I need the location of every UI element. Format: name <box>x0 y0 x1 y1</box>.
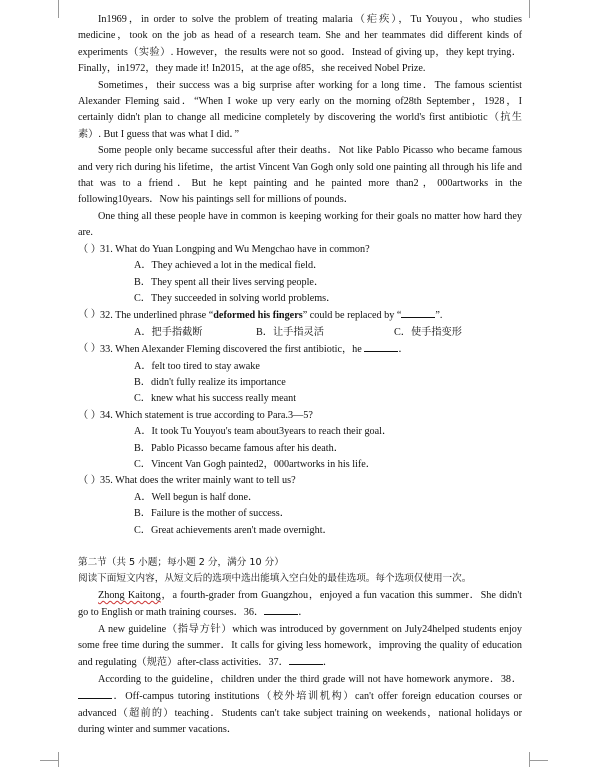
option-34-a: A．It took Tu Youyou's team about3years to reach their goal． <box>134 426 393 438</box>
option-34-c: C．Vincent Van Gogh painted2，000artworks in his life． <box>134 458 376 470</box>
section2-paragraph-2: A new guideline（指导方针）which was introduced by government on July24helped students enjoy some free time during the summer．It calls for giving less homework，improving the quality of education and regulating（规范）after-class activities．37． ． <box>78 623 522 669</box>
paragraph-1: In1969，in order to solve the problem of treating malaria（疟疾），Tu Youyou，who studies medicine，took on the job as head of a research team. She and her teammates did different kinds of experiments（实验）. However，the results were not so good．Instead of giving up，they kept trying．Finally，in1972，they made it! In2015，at the age of85，she received Nobel Prize. <box>78 14 522 75</box>
answer-blank-37[interactable] <box>289 654 323 665</box>
option-35-c: C．Great achievements aren't made overnight． <box>134 524 333 536</box>
option-33-c: C．knew what his success really meant <box>134 393 297 405</box>
answer-paren[interactable]: （ ） <box>78 409 101 421</box>
crop-mark-bottom-right-h <box>530 760 548 761</box>
option-35-b: B．Failure is the mother of success． <box>134 508 290 520</box>
question-text: 32. The underlined phrase “deformed his fingers” could be replaced by “ ”. <box>100 307 522 324</box>
section2-paragraph-1: Zhong Kaitong，a fourth-grader from Guangzhou，enjoyed a fun vacation this summer．She didn't go to English or math training courses．36． ． <box>78 589 522 619</box>
option-31-b: B．They spent all their lives serving people． <box>134 276 325 288</box>
question-text: 35. What does the writer mainly want to tell us? <box>100 475 296 487</box>
answer-paren[interactable]: （ ） <box>78 475 101 487</box>
question-text: 33. When Alexander Fleming discovered the first antibiotic，he ． <box>100 341 522 358</box>
question-34 <box>78 408 522 424</box>
answer-blank-38[interactable] <box>78 688 112 699</box>
answer-paren[interactable]: （ ） <box>78 343 101 355</box>
option-32-b: B．让手指灵活 <box>256 326 324 338</box>
section-instruction: 阅读下面短文内容，从短文后的选项中选出能填入空白处的最佳选项。每个选项仅使用一次。 <box>78 573 472 585</box>
paragraph-3: Some people only became successful after their deaths．Not like Pablo Picasso who became famous and very rich during his lifetime，the artist Vincent Van Gogh only sold one painting all through his life and that was to a friend．But he kept painting and he painted more than2，000artworks in the following10years．Now his paintings sell for millions of pounds． <box>78 145 522 206</box>
option-32-c: C．使手指变形 <box>394 326 462 338</box>
question-32 <box>78 307 522 324</box>
answer-blank[interactable] <box>401 307 435 318</box>
option-31-c: C．They succeeded in solving world problems． <box>134 292 337 304</box>
option-31-a: A．They achieved a lot in the medical field． <box>134 260 324 272</box>
options-32 <box>134 325 522 341</box>
underlined-phrase: deformed his fingers <box>213 310 303 322</box>
document-content <box>78 12 522 738</box>
question-text: 34. Which statement is true according to Para.3—5? <box>100 409 313 421</box>
answer-paren[interactable]: （ ） <box>78 309 101 321</box>
section-title: 第二节（共 5 小题；每小题 2 分，满分 10 分） <box>78 557 284 568</box>
crop-mark-bottom-left-v <box>58 752 59 767</box>
crop-mark-bottom-left-h <box>40 760 58 761</box>
answer-blank-36[interactable] <box>264 604 298 615</box>
answer-blank[interactable] <box>364 341 398 352</box>
crop-mark-top-right <box>529 0 530 18</box>
option-33-a: A．felt too tired to stay awake <box>134 360 260 372</box>
section-2 <box>78 555 522 738</box>
question-33 <box>78 341 522 358</box>
option-34-b: B．Pablo Picasso became famous after his death． <box>134 442 344 454</box>
question-text: 31. What do Yuan Longping and Wu Mengchao have in common? <box>100 243 370 255</box>
paragraph-4: One thing all these people have in common is keeping working for their goals no matter how hard they are. <box>78 210 522 239</box>
option-33-b: B．didn't fully realize its importance <box>134 376 286 388</box>
section2-paragraph-3: According to the guideline，children under the third grade will not have homework anymore．38．．Off-campus tutoring institutions（校外培训机构）can't offer foreign education courses or advanced（超前的）teaching．Students can't take subject training on weekends，national holidays or during winter and summer vacations． <box>78 673 522 736</box>
question-35 <box>78 473 522 489</box>
answer-paren[interactable]: （ ） <box>78 243 101 255</box>
person-name: Zhong Kaitong <box>98 589 161 601</box>
option-35-a: A．Well begun is half done． <box>134 491 259 503</box>
question-31 <box>78 242 522 258</box>
option-32-a: A．把手指截断 <box>134 326 203 338</box>
paragraph-2: Sometimes，their success was a big surprise after working for a long time．The famous scientist Alexander Fleming said．“When I woke up very early on the morning of28th September，1928，I certainly didn't plan to change all medicine completely by discovering the world's first antibiotic（抗生素）. But I guess that was what I did．” <box>78 79 522 140</box>
crop-mark-top-left <box>58 0 59 18</box>
